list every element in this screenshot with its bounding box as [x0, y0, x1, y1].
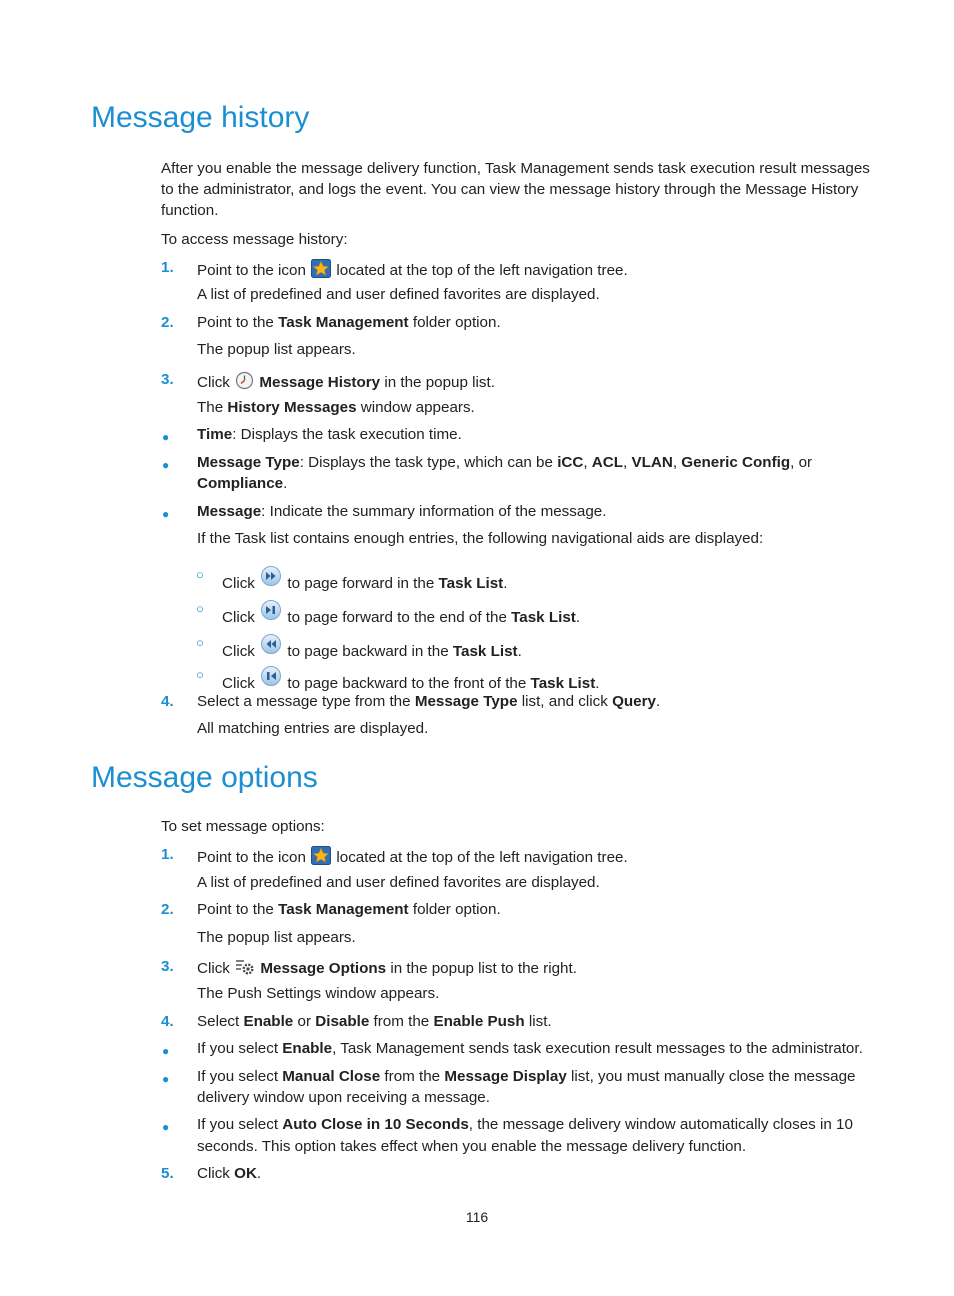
step-1: Point to the icon located at the top of the left navigation tree. — [197, 259, 628, 282]
bullet-message: Message: Indicate the summary information of the message. — [197, 503, 607, 520]
bullet-dot: ● — [162, 1044, 170, 1058]
page-last-icon[interactable] — [260, 599, 282, 629]
circle-bullet: ○ — [196, 635, 204, 650]
nav-page-backward: Click to page backward in the Task List. — [222, 633, 522, 663]
bullet-dot: ● — [162, 1120, 170, 1134]
lead-text: To access message history: — [161, 231, 348, 248]
step-result: A list of predefined and user defined favorites are displayed. — [197, 874, 600, 891]
circle-bullet: ○ — [196, 567, 204, 582]
step-number: 4. — [161, 693, 174, 710]
nav-page-first: Click to page backward to the front of the Task List. — [222, 665, 600, 695]
bullet-auto-close-cont: seconds. This option takes effect when you enable the message delivery function. — [197, 1138, 747, 1155]
step-2: Point to the Task Management folder option. — [197, 314, 501, 331]
step-4: Select a message type from the Message Type list, and click Query. — [197, 693, 661, 710]
step-number: 1. — [161, 259, 174, 276]
bullet-enable: If you select Enable, Task Management sends task execution result messages to the administrator. — [197, 1040, 863, 1057]
page-backward-icon[interactable] — [260, 633, 282, 663]
step-number: 4. — [161, 1013, 174, 1030]
nav-page-forward: Click to page forward in the Task List. — [222, 565, 507, 595]
bullet-dot: ● — [162, 1072, 170, 1086]
bullet-dot: ● — [162, 430, 170, 444]
bullet-manual-close: If you select Manual Close from the Message Display list, you must manually close the message — [197, 1068, 856, 1085]
step-number: 2. — [161, 901, 174, 918]
bullet-auto-close: If you select Auto Close in 10 Seconds, the message delivery window automatically closes in 10 — [197, 1116, 853, 1133]
step-result: All matching entries are displayed. — [197, 720, 429, 737]
bullet-manual-close-cont: delivery window upon receiving a message. — [197, 1089, 490, 1106]
section-title-message-history: Message history — [91, 101, 310, 134]
step-number: 3. — [161, 958, 174, 975]
circle-bullet: ○ — [196, 667, 204, 682]
bullet-time: Time: Displays the task execution time. — [197, 426, 462, 443]
page-forward-icon[interactable] — [260, 565, 282, 595]
message-history-clock-icon — [235, 371, 254, 394]
circle-bullet: ○ — [196, 601, 204, 616]
bullet-dot: ● — [162, 458, 170, 472]
step-number: 5. — [161, 1165, 174, 1182]
step-result: The History Messages window appears. — [197, 399, 475, 416]
step-4: Select Enable or Disable from the Enable Push list. — [197, 1013, 552, 1030]
favorites-star-icon — [311, 846, 331, 869]
step-result: The popup list appears. — [197, 929, 356, 946]
bullet-message-type-cont: Compliance. — [197, 475, 288, 492]
step-result: The Push Settings window appears. — [197, 985, 440, 1002]
message-options-gear-icon — [235, 958, 255, 980]
section-title-message-options: Message options — [91, 761, 318, 794]
step-3: Click Message Options in the popup list to the right. — [197, 958, 577, 980]
step-number: 1. — [161, 846, 174, 863]
nav-intro: If the Task list contains enough entries, the following navigational aids are displayed: — [197, 530, 764, 547]
step-number: 2. — [161, 314, 174, 331]
page-first-icon[interactable] — [260, 665, 282, 695]
page-number: 116 — [465, 1209, 489, 1225]
step-number: 3. — [161, 371, 174, 388]
step-3: Click Message History in the popup list. — [197, 371, 495, 394]
step-5: Click OK. — [197, 1165, 262, 1182]
intro-paragraph: After you enable the message delivery function, Task Management sends task execution result messages to the administrator, and logs the event. You can view the message history through the Message History function. — [161, 160, 870, 219]
step-result: A list of predefined and user defined favorites are displayed. — [197, 286, 600, 303]
step-1: Point to the icon located at the top of the left navigation tree. — [197, 846, 628, 869]
bullet-message-type: Message Type: Displays the task type, which can be iCC, ACL, VLAN, Generic Config, or — [197, 454, 813, 471]
favorites-star-icon — [311, 259, 331, 282]
lead-text: To set message options: — [161, 818, 325, 835]
bullet-dot: ● — [162, 507, 170, 521]
step-result: The popup list appears. — [197, 341, 356, 358]
step-2: Point to the Task Management folder option. — [197, 901, 501, 918]
nav-page-last: Click to page forward to the end of the Task List. — [222, 599, 580, 629]
